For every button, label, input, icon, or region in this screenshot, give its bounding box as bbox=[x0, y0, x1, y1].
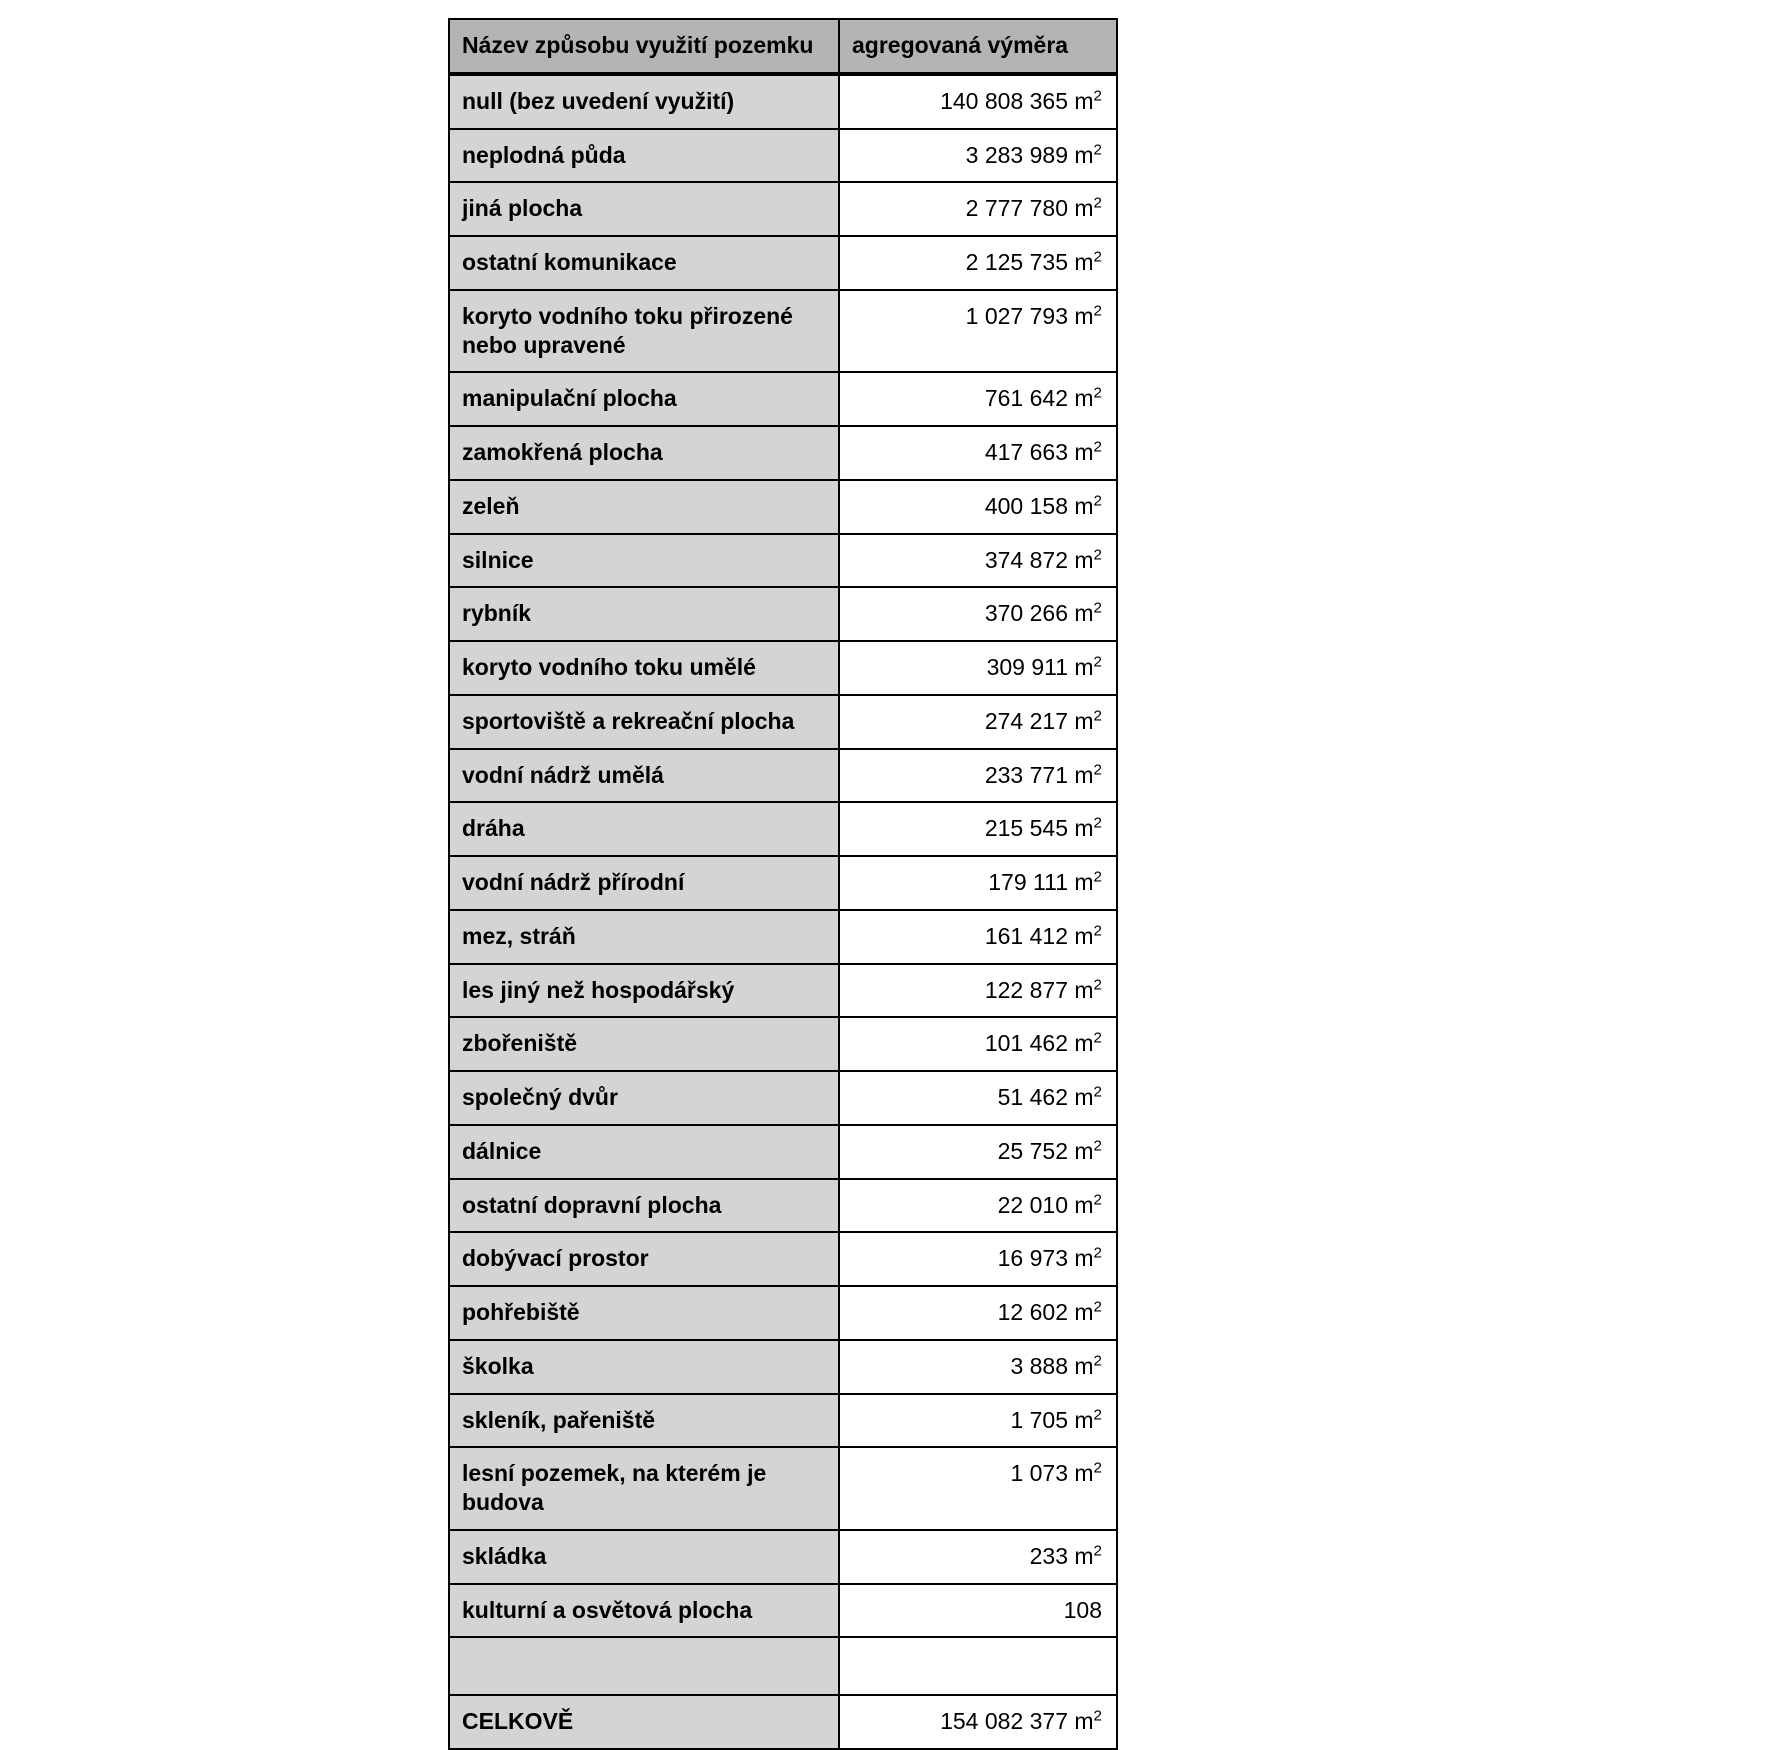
table-row bbox=[448, 237, 1118, 291]
row-value: 140 808 365 $m^2$ bbox=[840, 74, 1118, 130]
table-row bbox=[448, 291, 1118, 374]
land-use-summary-table bbox=[448, 18, 1118, 1750]
row-value: 2 777 780 $m^2$ bbox=[840, 183, 1118, 237]
row-value: 309 911 $m^2$ bbox=[840, 642, 1118, 696]
table-row bbox=[448, 74, 1118, 130]
table-row bbox=[448, 1126, 1118, 1180]
row-label: zbořeniště bbox=[448, 1018, 840, 1072]
row-label: vodní nádrž přírodní bbox=[448, 857, 840, 911]
row-label: koryto vodního toku umělé bbox=[448, 642, 840, 696]
table-row bbox=[448, 1287, 1118, 1341]
table-header bbox=[448, 18, 1118, 74]
row-value: 215 545 $m^2$ bbox=[840, 803, 1118, 857]
table-row bbox=[448, 1341, 1118, 1395]
row-label: mez, stráň bbox=[448, 911, 840, 965]
row-label: dálnice bbox=[448, 1126, 840, 1180]
table-body bbox=[448, 74, 1118, 1750]
row-label: zeleň bbox=[448, 481, 840, 535]
row-value: 22 010 $m^2$ bbox=[840, 1180, 1118, 1234]
row-label: zamokřená plocha bbox=[448, 427, 840, 481]
row-value: 417 663 $m^2$ bbox=[840, 427, 1118, 481]
row-value: 400 158 $m^2$ bbox=[840, 481, 1118, 535]
table-row bbox=[448, 803, 1118, 857]
row-label: lesní pozemek, na kterém je budova bbox=[448, 1448, 840, 1531]
row-label: skládka bbox=[448, 1531, 840, 1585]
column-header-aggregated-area: agregovaná výměra bbox=[840, 18, 1118, 74]
row-label: koryto vodního toku přirozené nebo upravené bbox=[448, 291, 840, 374]
table-row bbox=[448, 535, 1118, 589]
row-label: ostatní komunikace bbox=[448, 237, 840, 291]
table-row bbox=[448, 588, 1118, 642]
row-value: 16 973 $m^2$ bbox=[840, 1233, 1118, 1287]
table-row bbox=[448, 1638, 1118, 1696]
row-label: školka bbox=[448, 1341, 840, 1395]
row-label-empty bbox=[448, 1638, 840, 1696]
row-label: manipulační plocha bbox=[448, 373, 840, 427]
table-row bbox=[448, 1233, 1118, 1287]
row-value: 1 705 $m^2$ bbox=[840, 1395, 1118, 1449]
row-value: 101 462 $m^2$ bbox=[840, 1018, 1118, 1072]
table-row bbox=[448, 1696, 1118, 1750]
row-label: pohřebiště bbox=[448, 1287, 840, 1341]
row-value: 3 888 $m^2$ bbox=[840, 1341, 1118, 1395]
row-value: 3 283 989 $m^2$ bbox=[840, 130, 1118, 184]
row-label: jiná plocha bbox=[448, 183, 840, 237]
row-label: ostatní dopravní plocha bbox=[448, 1180, 840, 1234]
table-row bbox=[448, 481, 1118, 535]
row-label: sportoviště a rekreační plocha bbox=[448, 696, 840, 750]
row-label: neplodná půda bbox=[448, 130, 840, 184]
row-value: 1 073 $m^2$ bbox=[840, 1448, 1118, 1531]
table-row bbox=[448, 642, 1118, 696]
row-label: CELKOVĚ bbox=[448, 1696, 840, 1750]
table-row bbox=[448, 857, 1118, 911]
table-row bbox=[448, 1448, 1118, 1531]
column-header-land-use-name: Název způsobu využití pozemku bbox=[448, 18, 840, 74]
row-value: 161 412 $m^2$ bbox=[840, 911, 1118, 965]
table-row bbox=[448, 965, 1118, 1019]
row-value: 274 217 $m^2$ bbox=[840, 696, 1118, 750]
table-row bbox=[448, 1395, 1118, 1449]
row-value: 51 462 $m^2$ bbox=[840, 1072, 1118, 1126]
row-label: dobývací prostor bbox=[448, 1233, 840, 1287]
row-value: 122 877 $m^2$ bbox=[840, 965, 1118, 1019]
table-row bbox=[448, 750, 1118, 804]
table-row bbox=[448, 183, 1118, 237]
table-row bbox=[448, 1531, 1118, 1585]
table-row bbox=[448, 1180, 1118, 1234]
table-row bbox=[448, 373, 1118, 427]
row-value-empty bbox=[840, 1638, 1118, 1696]
row-value: 1 027 793 $m^2$ bbox=[840, 291, 1118, 374]
table-row bbox=[448, 696, 1118, 750]
row-label: rybník bbox=[448, 588, 840, 642]
land-use-table-container bbox=[448, 18, 1118, 1750]
row-value: 374 872 $m^2$ bbox=[840, 535, 1118, 589]
table-header-row bbox=[448, 18, 1118, 74]
row-value: 2 125 735 $m^2$ bbox=[840, 237, 1118, 291]
row-label: kulturní a osvětová plocha bbox=[448, 1585, 840, 1639]
table-row bbox=[448, 911, 1118, 965]
row-value: 233 771 $m^2$ bbox=[840, 750, 1118, 804]
row-value: 761 642 $m^2$ bbox=[840, 373, 1118, 427]
table-row bbox=[448, 1018, 1118, 1072]
row-label: skleník, pařeniště bbox=[448, 1395, 840, 1449]
table-row bbox=[448, 1585, 1118, 1639]
row-label: null (bez uvedení využití) bbox=[448, 74, 840, 130]
row-value: 233 $m^2$ bbox=[840, 1531, 1118, 1585]
row-value: 12 602 $m^2$ bbox=[840, 1287, 1118, 1341]
table-row bbox=[448, 130, 1118, 184]
row-value: 108 bbox=[840, 1585, 1118, 1639]
row-label: vodní nádrž umělá bbox=[448, 750, 840, 804]
row-label: silnice bbox=[448, 535, 840, 589]
row-label: les jiný než hospodářský bbox=[448, 965, 840, 1019]
row-label: společný dvůr bbox=[448, 1072, 840, 1126]
row-value: 154 082 377 $m^2$ bbox=[840, 1696, 1118, 1750]
row-label: dráha bbox=[448, 803, 840, 857]
row-value: 370 266 $m^2$ bbox=[840, 588, 1118, 642]
row-value: 179 111 $m^2$ bbox=[840, 857, 1118, 911]
table-row bbox=[448, 1072, 1118, 1126]
table-row bbox=[448, 427, 1118, 481]
row-value: 25 752 $m^2$ bbox=[840, 1126, 1118, 1180]
